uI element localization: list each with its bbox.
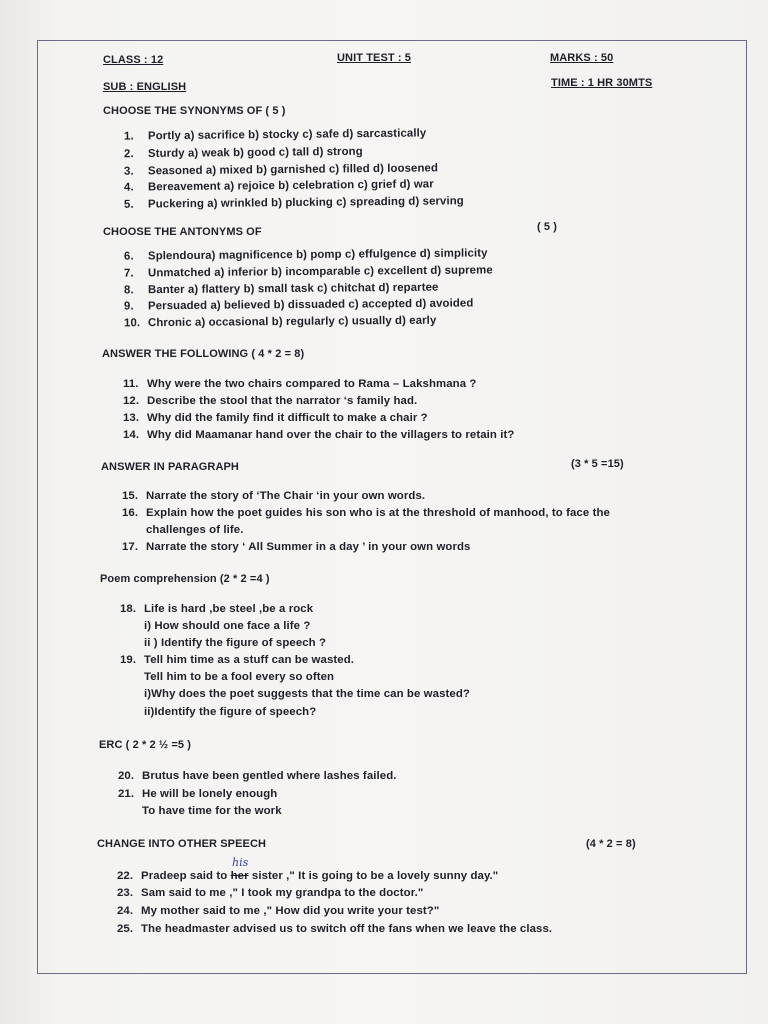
antonyms-heading: CHOOSE THE ANTONYMS OF	[103, 226, 262, 238]
list-item: Tell him to be a fool every so often	[144, 671, 335, 683]
list-item: 19. Tell him time as a stuff can be wasted.	[120, 654, 355, 666]
list-item: 12. Describe the stool that the narrator ‘s family had.	[123, 395, 418, 407]
list-item: ii)Identify the figure of speech?	[144, 706, 317, 718]
paragraph-heading: ANSWER IN PARAGRAPH	[101, 461, 239, 473]
list-item: 11. Why were the two chairs compared to Rama – Lakshmana ?	[123, 378, 477, 390]
list-item: 14. Why did Maamanar hand over the chair to the villagers to retain it?	[123, 429, 515, 441]
list-item: 9. Persuaded a) believed b) dissuaded c) accepted d) avoided	[123, 297, 474, 313]
synonyms-heading: CHOOSE THE SYNONYMS OF ( 5 )	[103, 105, 286, 117]
list-item: 24. My mother said to me ," How did you write your test?"	[117, 905, 440, 917]
list-item: 15. Narrate the story of ‘The Chair ‘in your own words.	[122, 490, 426, 502]
marks-label: MARKS : 50	[550, 52, 614, 64]
list-item: 5. Puckering a) wrinkled b) plucking c) spreading d) serving	[123, 195, 464, 211]
unit-test-label: UNIT TEST : 5	[337, 52, 412, 64]
list-item: 6. Splendoura) magnificence b) pomp c) effulgence d) simplicity	[123, 247, 488, 263]
list-item: 18. Life is hard ,be steel ,be a rock	[120, 603, 314, 615]
list-item: 7. Unmatched a) inferior b) incomparable c) excellent d) supreme	[123, 264, 493, 280]
list-item: 2. Sturdy a) weak b) good c) tall d) strong	[123, 145, 363, 161]
list-item: 20. Brutus have been gentled where lashes failed.	[118, 770, 397, 782]
handwritten-correction: his	[232, 856, 249, 869]
list-item: i) How should one face a life ?	[144, 620, 311, 632]
antonyms-marks: ( 5 )	[537, 221, 558, 233]
list-item: 23. Sam said to me ," I took my grandpa to the doctor."	[117, 887, 424, 899]
struck-word: her	[230, 870, 249, 882]
list-item: To have time for the work	[142, 805, 282, 817]
list-item: 1. Portly a) sacrifice b) stocky c) safe d) sarcastically	[123, 127, 427, 143]
poem-heading: Poem comprehension (2 * 2 =4 )	[100, 573, 270, 585]
list-item: 4. Bereavement a) rejoice b) celebration c) grief d) war	[123, 178, 434, 194]
time-label: TIME : 1 HR 30MTS	[551, 77, 653, 89]
list-item: 25. The headmaster advised us to switch off the fans when we leave the class.	[117, 923, 553, 935]
answer-following-heading: ANSWER THE FOLLOWING ( 4 * 2 = 8)	[102, 348, 305, 360]
list-item: ii ) Identify the figure of speech ?	[144, 637, 327, 649]
list-item: 17. Narrate the story ‘ All Summer in a day ’ in your own words	[122, 541, 471, 553]
list-item: 21. He will be lonely enough	[118, 788, 278, 800]
list-item: 10. Chronic a) occasional b) regularly c) usually d) early	[123, 314, 437, 330]
subject-label: SUB : ENGLISH	[103, 81, 187, 93]
list-item: 16. Explain how the poet guides his son who is at the threshold of manhood, to face the	[122, 507, 610, 519]
list-item: challenges of life.	[146, 524, 244, 536]
list-item: 13. Why did the family find it difficult to make a chair ?	[123, 412, 428, 424]
class-label: CLASS : 12	[103, 54, 164, 66]
list-item: 22. Pradeep said to her sister ," It is going to be a lovely sunny day."	[117, 870, 499, 882]
paragraph-marks: (3 * 5 =15)	[571, 458, 624, 470]
list-item: 8. Banter a) flattery b) small task c) chitchat d) repartee	[123, 281, 439, 297]
speech-heading: CHANGE INTO OTHER SPEECH	[97, 838, 267, 850]
list-item: i)Why does the poet suggests that the time can be wasted?	[144, 688, 470, 700]
list-item: 3. Seasoned a) mixed b) garnished c) filled d) loosened	[123, 162, 439, 178]
erc-heading: ERC ( 2 * 2 ½ =5 )	[99, 739, 191, 751]
speech-marks: (4 * 2 = 8)	[586, 838, 636, 850]
